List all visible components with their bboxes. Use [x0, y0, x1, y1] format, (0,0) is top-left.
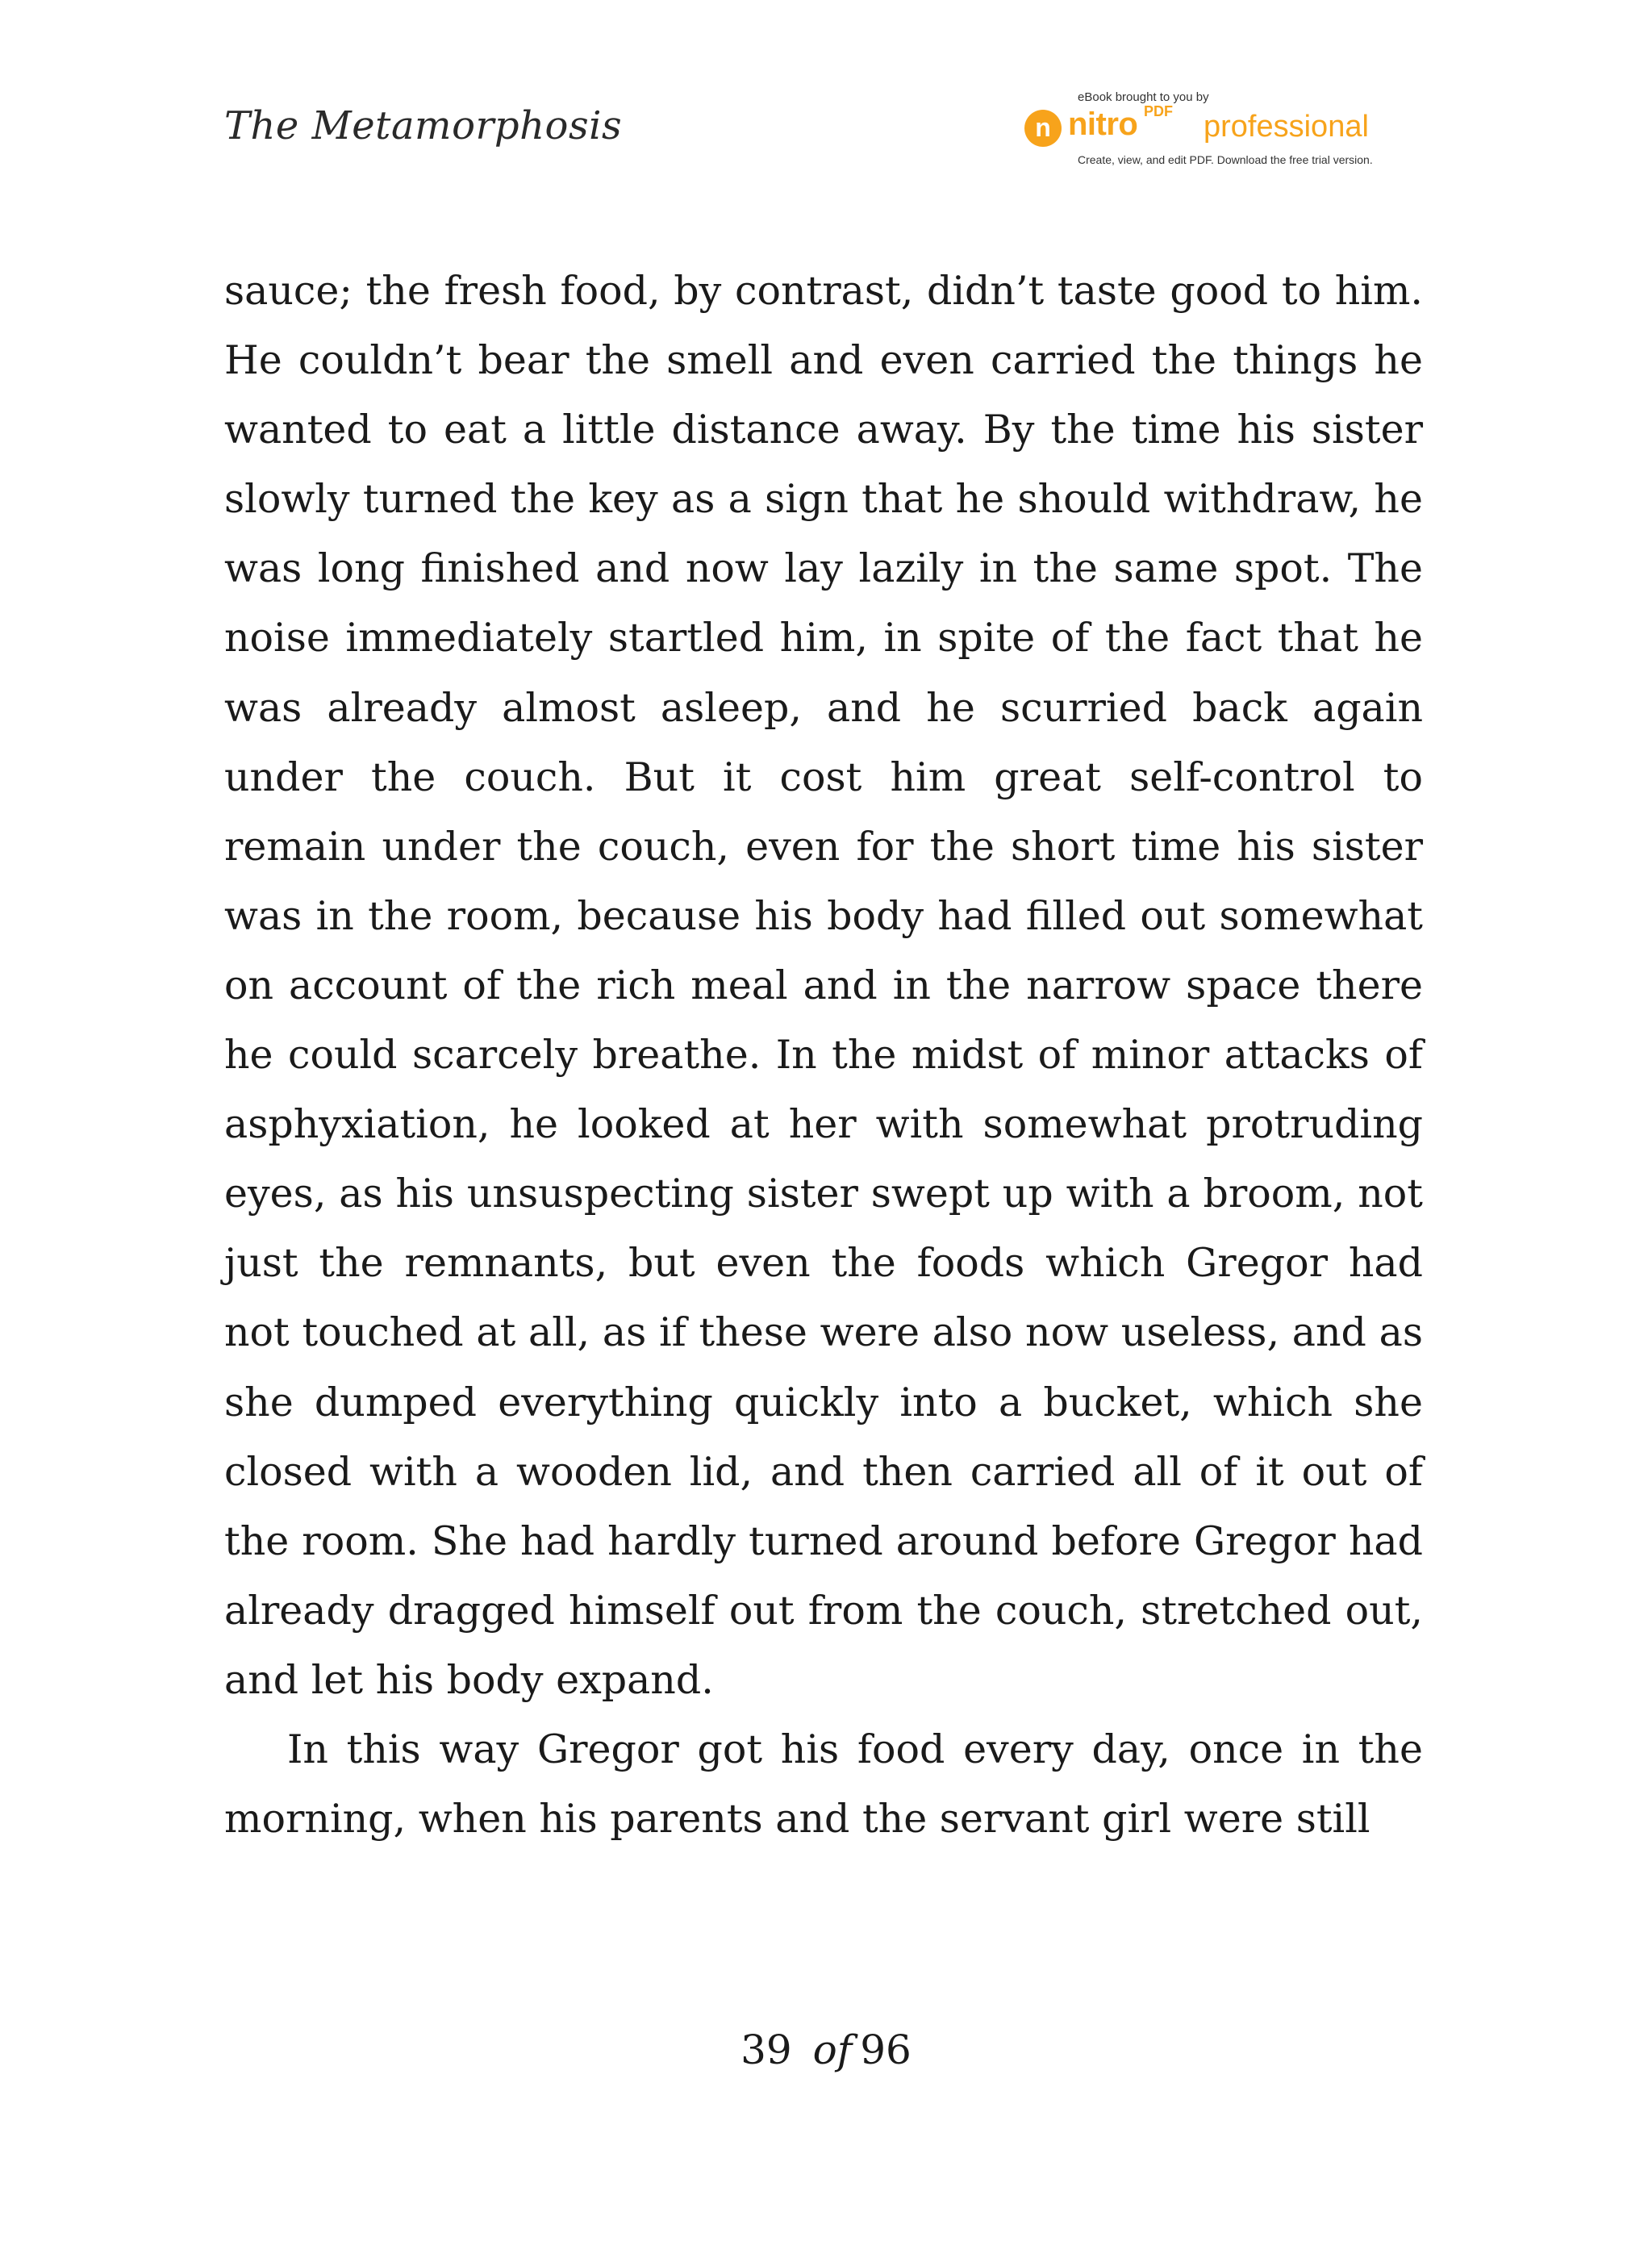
page-number: 39	[740, 2027, 792, 2073]
ad-product-name: professional	[1204, 110, 1369, 144]
running-head-title: The Metamorphosis	[224, 103, 623, 148]
ad-brand-superscript: PDF	[1144, 103, 1173, 119]
ad-top-line: eBook brought to you by	[1078, 90, 1209, 104]
total-pages: 96	[860, 2027, 912, 2073]
nitro-logo-icon: n	[1024, 110, 1062, 147]
paragraph-2: In this way Gregor got his food every day, once in the morning, when his parents and the servant girl were still	[224, 1726, 1423, 1843]
nitro-ad-banner[interactable]	[1024, 90, 1412, 171]
ad-brand-name: nitro	[1068, 106, 1138, 142]
body-text	[224, 257, 1423, 1854]
page-of-label: of	[812, 2027, 853, 2073]
ad-tagline: Create, view, and edit PDF. Download the free trial version.	[1078, 153, 1373, 166]
paragraph-1: sauce; the fresh food, by contrast, didn’t taste good to him. He couldn’t bear the smell and even carried the things he wanted to eat a little distance away. By the time his sister slowly turned the key as a sign that he should withdraw, he was long finished and now lay lazily in the same spot. The noise immediately startled him, in spite of the fact that he was already almost asleep, and he scurried back again under the couch. But it cost him great self-control to remain under the couch, even for the short time his sister was in the room, because his body had filled out somewhat on account of the rich meal and in the narrow space there he could scarcely breathe. In the midst of minor attacks of asphyxiation, he looked at her with somewhat protruding eyes, as his unsuspecting sister swept up with a broom, not just the remnants, but even the foods which Gregor had not touched at all, as if these were also now useless, and as she dumped everything quickly into a bucket, which she closed with a wooden lid, and then carried all of it out of the room. She had hardly turned around before Gregor had already dragged himself out from the couch, stretched out, and let his body expand.	[224, 268, 1423, 1703]
page-folio	[0, 2027, 1652, 2073]
